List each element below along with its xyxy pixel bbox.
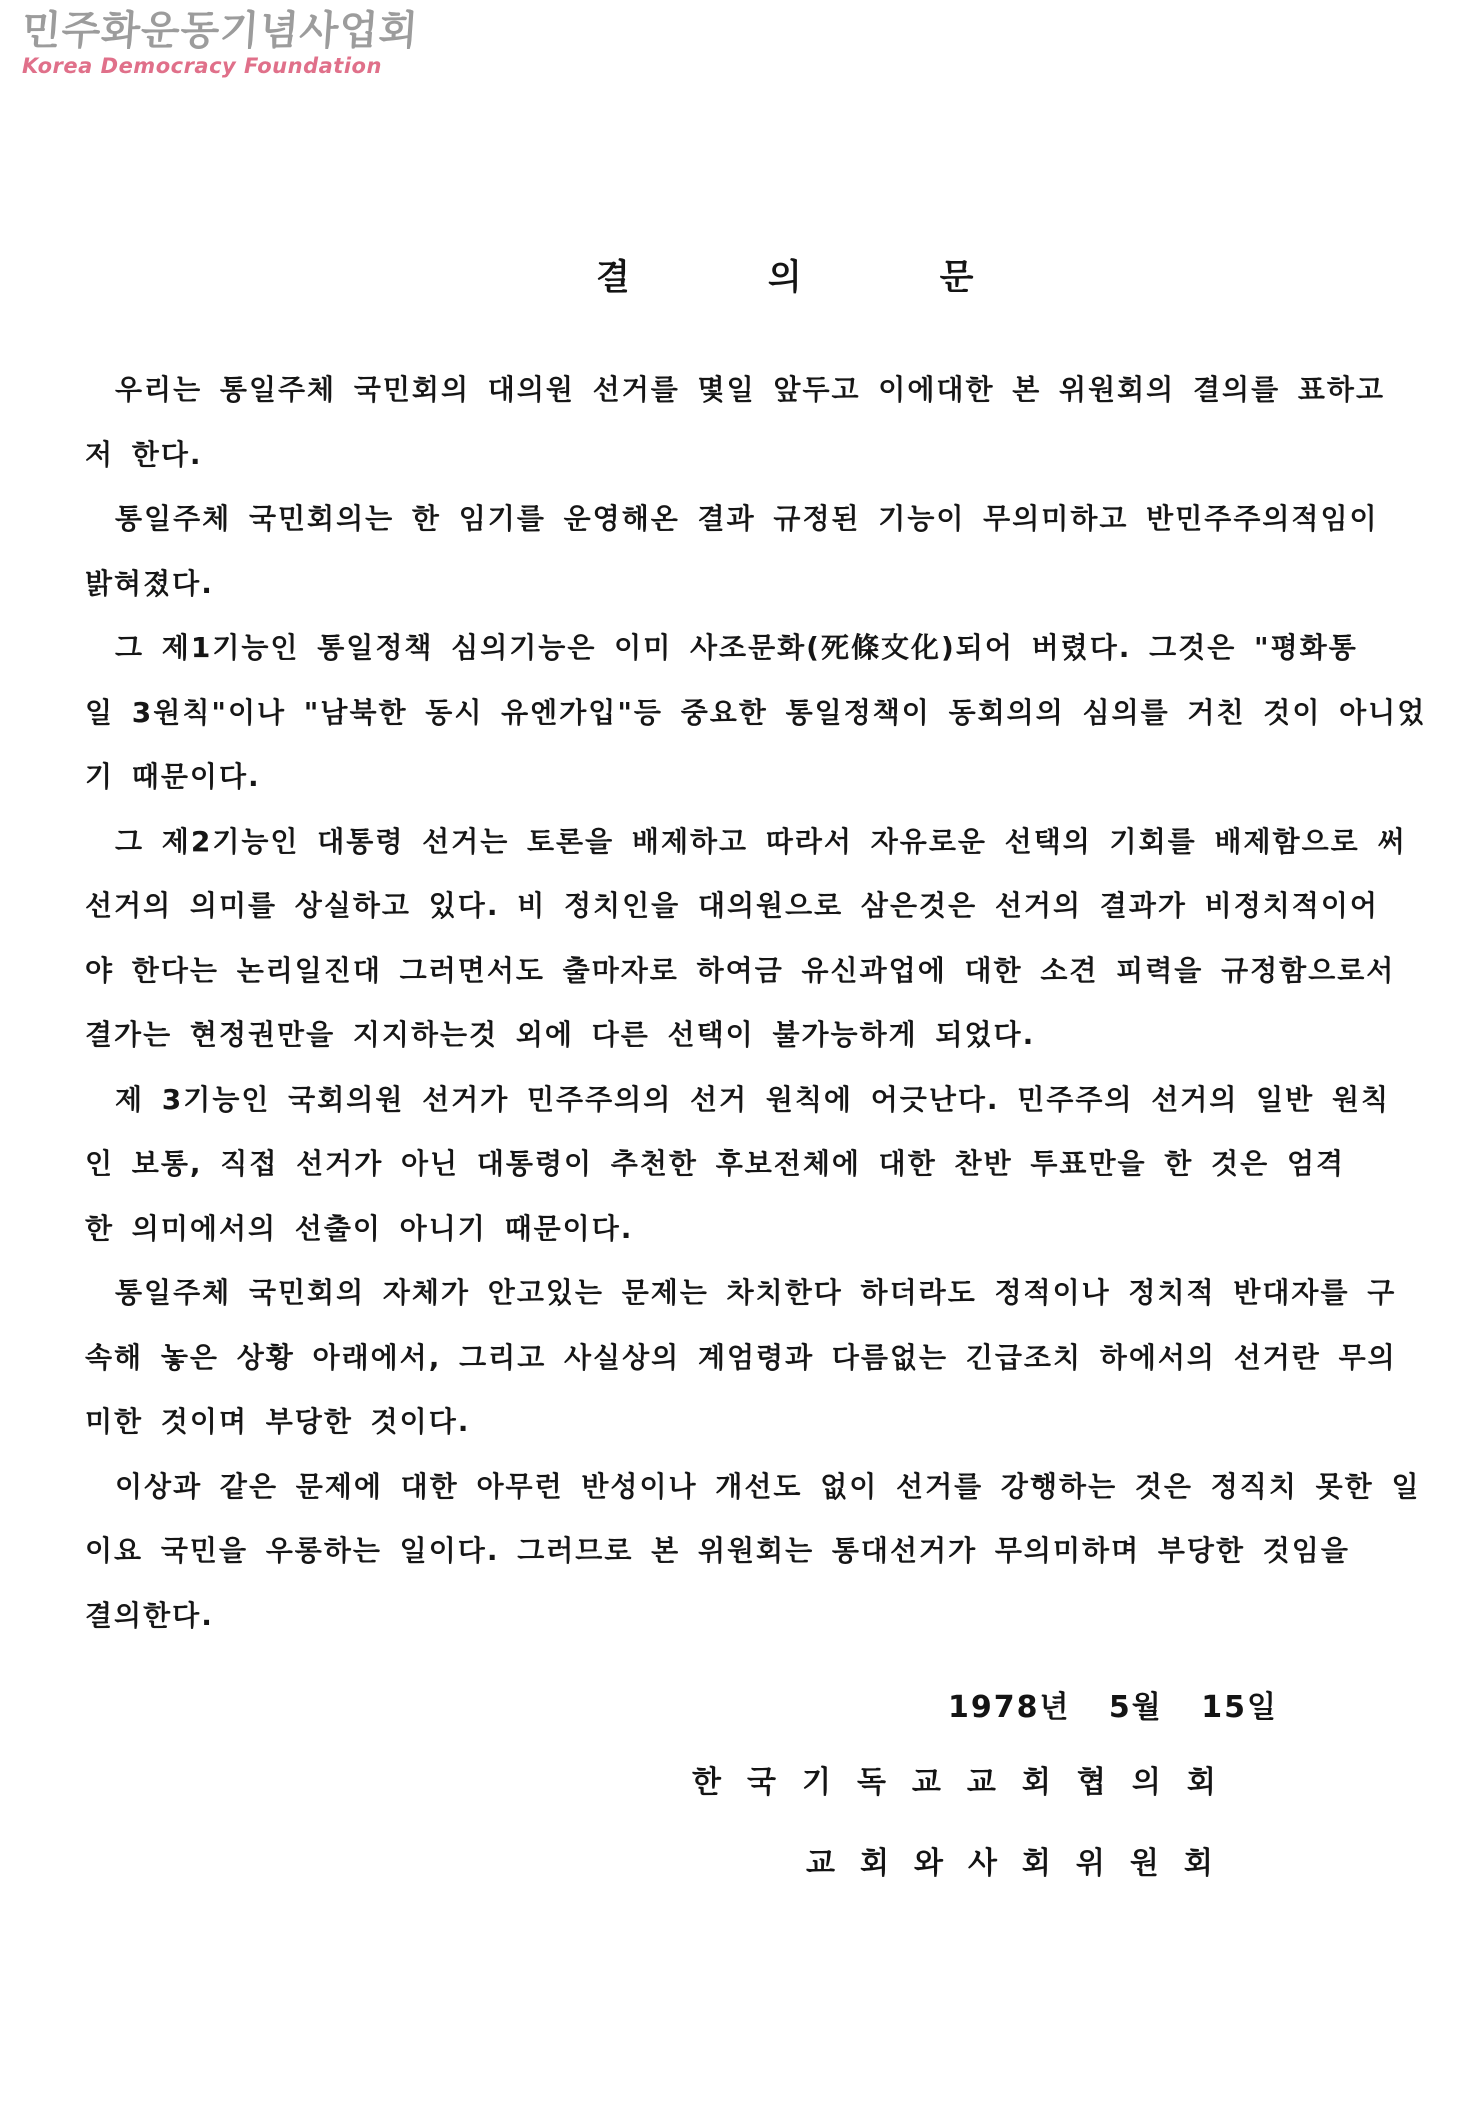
korea-democracy-foundation-logo: [20, 8, 421, 78]
text-line: 이상과 같은 문제에 대한 아무런 반성이나 개선도 없이 선거를 강행하는 것은 정직치 못한 일: [115, 1469, 1421, 1503]
foundation-logo-korean: 민주화운동기념사업회: [20, 8, 421, 54]
text-line: 우리는 통일주체 국민회의 대의원 선거를 몇일 앞두고 이에대한 본 위원회의 결의를 표하고: [115, 373, 1386, 406]
title-char: 의: [767, 258, 802, 298]
text-line: 그 제2기능인 대통령 선거는 토론을 배제하고 따라서 자유로운 선택의 기회를 배제함으로 써: [115, 824, 1407, 858]
document-date: 1978년 5월 15일: [948, 1690, 1278, 1725]
text-line: 야 한다는 논리일진대 그러면서도 출마자로 하여금 유신과업에 대한 소견 피력을 규정함으로서: [85, 953, 1396, 987]
text-line: 이요 국민을 우롱하는 일이다. 그러므로 본 위원회는 통대선거가 무의미하며 부당한 것임을: [85, 1534, 1350, 1567]
text-line: 결의한다.: [85, 1598, 214, 1632]
foundation-logo-english: Korea Democracy Foundation: [22, 54, 382, 78]
signature-organization: 한국기독교교회협의회: [692, 1765, 1242, 1800]
text-line: 저 한다.: [85, 437, 203, 471]
text-line: 통일주체 국민회의 자체가 안고있는 문제는 차치한다 하더라도 정적이나 정치적 반대자를 구: [115, 1276, 1397, 1309]
text-line: 인 보통, 직접 선거가 아닌 대통령이 추천한 후보전체에 대한 찬반 투표만을 한 것은 엄격: [85, 1147, 1346, 1180]
text-line: 속해 놓은 상황 아래에서, 그리고 사실상의 계엄령과 다름없는 긴급조치 하에서의 선거란 무의: [85, 1340, 1397, 1374]
text-line: 선거의 의미를 상실하고 있다. 비 정치인을 대의원으로 삼은것은 선거의 결과가 비정치적이어: [85, 889, 1379, 922]
signature-committee: 교회와사회위원회: [806, 1846, 1238, 1881]
text-line: 미한 것이며 부당한 것이다.: [85, 1405, 471, 1438]
text-line: 그 제1기능인 통일정책 심의기능은 이미 사조문화(死條文化)되어 버렸다. 그것은 "평화통: [115, 631, 1358, 664]
text-line: 한 의미에서의 선출이 아니기 때문이다.: [85, 1211, 634, 1245]
document-body: [85, 368, 1427, 1658]
text-line: 제 3기능인 국회의원 선거가 민주주의의 선거 원칙에 어긋난다. 민주주의 선거의 일반 원칙: [115, 1082, 1391, 1116]
text-line: 통일주체 국민회의는 한 임기를 운영해온 결과 규정된 기능이 무의미하고 반민주주의적임이: [115, 502, 1379, 535]
text-line: 일 3원칙"이나 "남북한 동시 유엔가입"등 중요한 통일정책이 동회의의 심의를 거친 것이 아니었: [85, 695, 1427, 729]
title-char: 결: [596, 258, 630, 298]
text-line: 기 때문이다.: [85, 760, 261, 793]
title-char: 문: [939, 258, 974, 298]
document-title: [596, 250, 973, 300]
text-line: 밝혀졌다.: [85, 566, 214, 600]
text-line: 결가는 현정권만을 지지하는것 외에 다른 선택이 불가능하게 되었다.: [85, 1018, 1036, 1051]
